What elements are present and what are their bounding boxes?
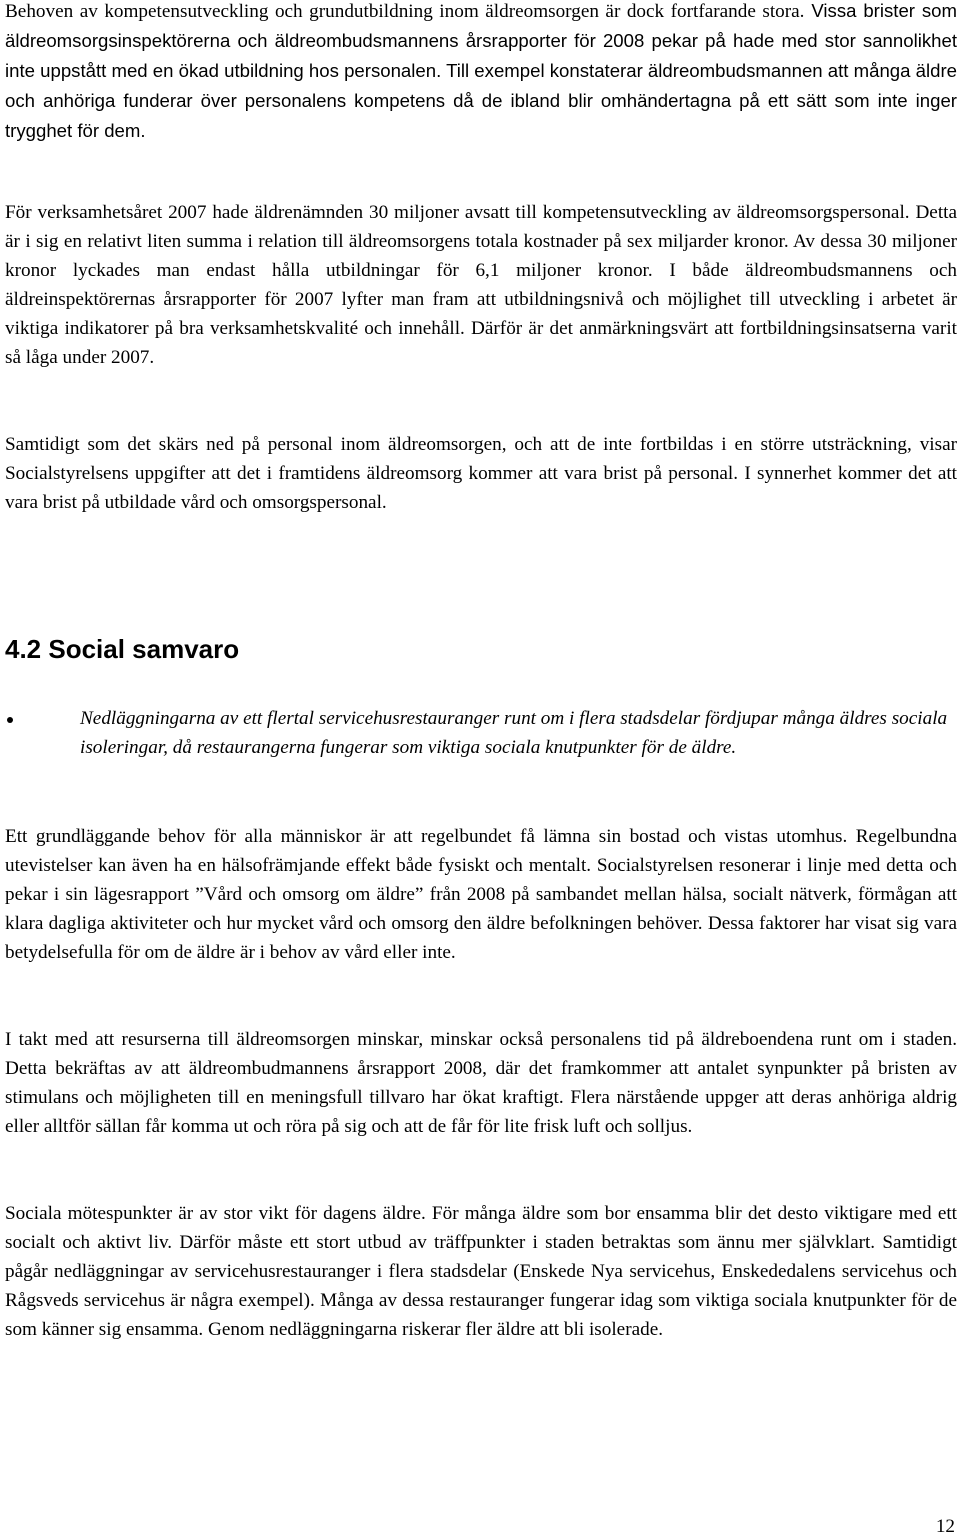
paragraph-meeting-points: Sociala mötespunkter är av stor vikt för dagens äldre. För många äldre som bor ensamma blir det desto viktigare med ett socialt och aktivt liv. Därför måste ett stort utbud av träffpunkter i staden betraktas som ännu mer självklart. Samtidigt pågår nedläggningar av servicehusrestauranger i flera stadsdelar (Enskede Nya servicehus, Enskededalens servicehus och Rågsveds servicehus är några exempel). Många av dessa restauranger fungerar idag som viktiga sociala knutpunkter för de som känner sig ensamma. Genom nedläggningarna riskerar fler äldre att bli isolerade. [5, 1203, 957, 1341]
paragraph-segment-serif: Behoven av kompetensutveckling och grundutbildning inom äldreomsorgen är dock fortfarande stora. [5, 1, 805, 22]
bullet-dot-icon [7, 717, 13, 723]
paragraph-basic-needs: Ett grundläggande behov för alla människor är att regelbundet få lämna sin bostad och vistas utomhus. Regelbundna utevistelser kan även ha en hälsofrämjande effekt både fysiskt och mentalt. Socialstyrelsen resonerar i linje med detta och pekar i sin lägesrapport ”Vård och omsorg om äldre” från 2008 på sambandet mellan hälsa, socialt nätverk, förmågan att klara dagliga aktiviteter och hur mycket vård och omsorg den äldre befolkningen behöver. Dessa faktorer har visat sig vara betydelsefulla för om de äldre är i behov av vård eller inte. [5, 826, 957, 964]
bullet-text: Nedläggningarna av ett flertal servicehusrestauranger runt om i flera stadsdelar fördjupar många äldres sociala isoleringar, då restaurangerna fungerar som viktiga sociala knutpunkter för de äldre. [80, 708, 948, 759]
section-heading: 4.2 Social samvaro [5, 634, 240, 664]
paragraph-budget-2007: För verksamhetsåret 2007 hade äldrenämnden 30 miljoner avsatt till kompetensutveckling av äldreomsorgspersonal. Detta är i sig en relativt liten summa i relation till äldreomsorgens totala kostnader på sex miljarder kronor. Av dessa 30 miljoner kronor lyckades man endast hålla utbildningar för 6,1 miljoner kronor. I både äldreombudsmannens och äldreinspektörernas årsrapporter för 2007 lyfter man fram att utbildningsnivå och möjlighet till utveckling i arbetet är viktiga indikatorer på bra verksamhetskvalité och innehåll. Därför är det anmärkningsvärt att fortbildningsinsatserna varit så låga under 2007. [5, 202, 957, 369]
paragraph-competence-needs [5, 0, 957, 146]
paragraph-staff-shortage: Samtidigt som det skärs ned på personal inom äldreomsorgen, och att de inte fortbildas i en större utsträckning, visar Socialstyrelsens uppgifter att det i framtidens äldreomsorg kommer att vara brist på personal. I synnerhet kommer det att vara brist på utbildade vård och omsorgspersonal. [5, 434, 957, 514]
paragraph-segment-sans: Vissa brister som äldreomsorgsinspektörerna och äldreombudsmannens årsrapporter för 2008 pekar på hade med stor sannolikhet inte uppstått med en ökad utbildning hos personalen. Till exempel konstaterar äldreombudsmannen att många äldre och anhöriga funderar över personalens kompetens då de ibland blir omhändertagna på ett sätt som inte inger trygghet för dem. [5, 0, 957, 142]
paragraph-resources: I takt med att resurserna till äldreomsorgen minskar, minskar också personalens tid på äldreboendena runt om i staden. Detta bekräftas av att äldreombudmannens årsrapport 2008, där det framkommer att antalet synpunkter på bristen av stimulans och möjligheten till en meningsfull tillvaro har ökat kraftigt. Flera närstående uppger att deras anhöriga aldrig eller alltför sällan får komma ut och röra på sig och att de får för lite frisk luft och solljus. [5, 1029, 957, 1138]
page-number: 12 [935, 1516, 955, 1537]
